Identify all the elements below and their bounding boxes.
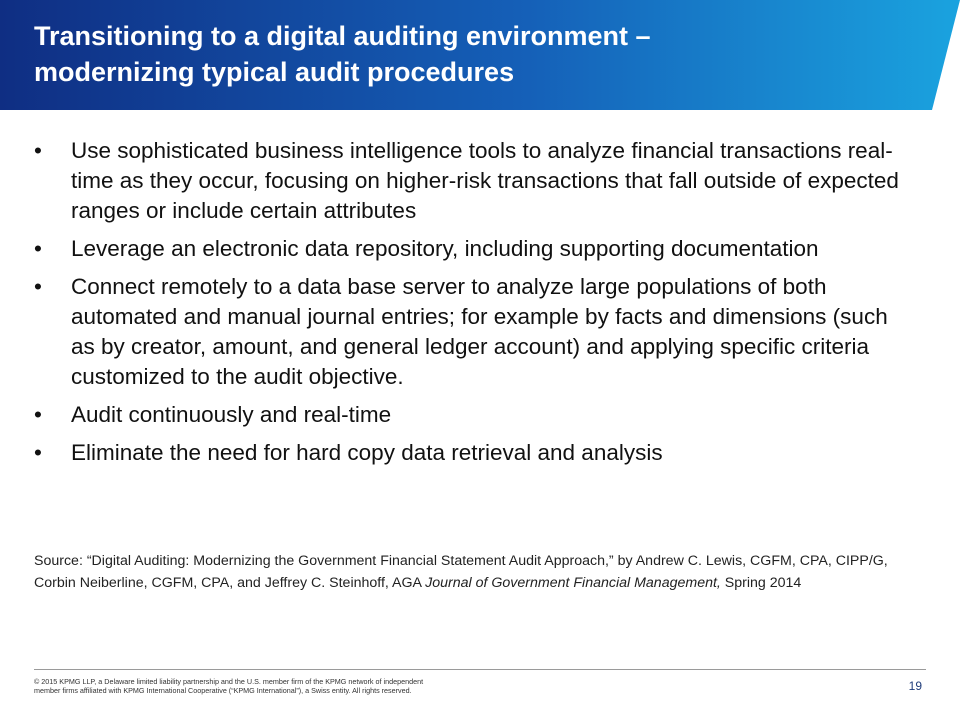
bullet-list <box>34 136 914 476</box>
bullet-text: Audit continuously and real-time <box>71 402 392 427</box>
bullet-item <box>34 438 914 468</box>
copyright-line-2: member firms affiliated with KPMG International Cooperative (“KPMG International”), a Swiss entity. All rights reserved. <box>34 686 412 695</box>
slide-title-line-2: modernizing typical audit procedures <box>34 57 515 87</box>
slide-title <box>34 18 914 90</box>
bullet-item <box>34 400 914 430</box>
source-citation <box>34 551 914 594</box>
source-issue: Spring 2014 <box>720 574 802 591</box>
bullet-text: Leverage an electronic data repository, including supporting documentation <box>71 236 819 261</box>
bullet-icon: • <box>34 274 42 299</box>
bullet-text: Connect remotely to a data base server to analyze large populations of both automated and manual journal entries; for example by facts and dimensions (such as by creator, amount, and general ledger account) and applying specific criteria customized to the audit objective. <box>71 274 888 389</box>
bullet-item <box>34 234 914 264</box>
bullet-text: Eliminate the need for hard copy data retrieval and analysis <box>71 440 663 465</box>
bullet-icon: • <box>34 236 42 261</box>
page-number: 19 <box>908 679 922 693</box>
header-banner <box>0 0 960 110</box>
source-text: Source: “Digital Auditing: Modernizing the Government Financial Statement Audit Approach,” by Andrew C. Lewis, CGFM, CPA, CIPP/G, Corbin Neiberline, CGFM, CPA, and Jeffrey C. Steinhoff, AGA <box>34 553 888 591</box>
slide-title-line-1: Transitioning to a digital auditing environment – <box>34 21 651 51</box>
bullet-icon: • <box>34 138 42 163</box>
source-journal: Journal of Government Financial Management, <box>425 574 721 591</box>
bullet-icon: • <box>34 402 42 427</box>
copyright-line-1: © 2015 KPMG LLP, a Delaware limited liability partnership and the U.S. member firm of the KPMG network of independent <box>34 677 424 686</box>
bullet-icon: • <box>34 440 42 465</box>
copyright-notice <box>34 677 594 695</box>
bullet-item <box>34 272 914 392</box>
footer-divider <box>34 669 926 670</box>
bullet-text: Use sophisticated business intelligence tools to analyze financial transactions real-time as they occur, focusing on higher-risk transactions that fall outside of expected ranges or include certain attributes <box>71 138 899 223</box>
bullet-item <box>34 136 914 226</box>
